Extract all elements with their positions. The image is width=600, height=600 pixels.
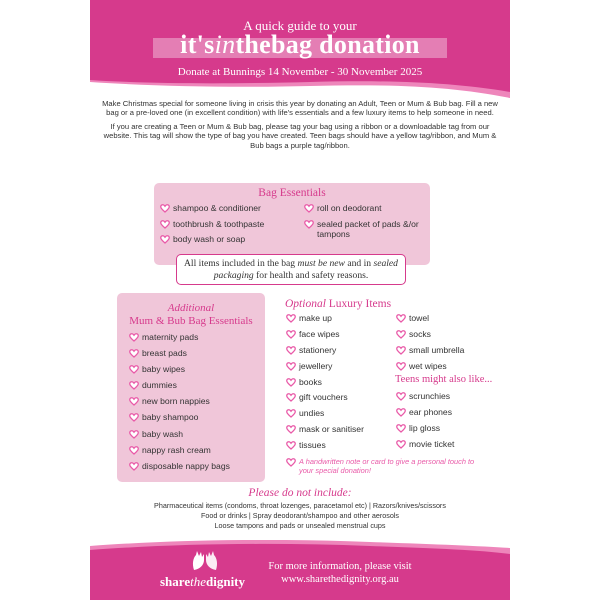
list-item: [129, 332, 263, 348]
list-item: [160, 219, 300, 235]
list-item: [396, 423, 496, 439]
list-item: [396, 329, 496, 345]
list-item-label: dummies: [142, 380, 177, 391]
list-item-label: sealed packet of pads &/or tampons: [317, 218, 419, 239]
list-item: [129, 396, 263, 412]
list-item-label: disposable nappy bags: [142, 460, 230, 471]
list-item-label: body wash or soap: [173, 234, 246, 245]
do-not-include-list: [90, 501, 510, 532]
heart-icon: [286, 330, 296, 339]
list-item-label: gift vouchers: [299, 392, 348, 403]
hands-icon: [190, 550, 220, 572]
list-item-label: shampoo & conditioner: [173, 203, 261, 213]
handwritten-note: [286, 457, 486, 475]
heart-icon: [160, 220, 170, 229]
list-item-label: wet wipes: [409, 360, 447, 371]
list-item-label: make up: [299, 313, 332, 323]
list-item: [286, 440, 396, 456]
list-item-label: jewellery: [299, 360, 333, 371]
list-item-label: socks: [409, 328, 431, 339]
list-item: [129, 380, 263, 396]
list-item: [129, 445, 263, 461]
list-item: [286, 424, 396, 440]
list-item-label: mask or sanitiser: [299, 424, 364, 435]
heart-icon: [129, 413, 139, 422]
list-item: [304, 203, 424, 219]
flyer-page: [90, 0, 510, 600]
heart-icon: [286, 314, 296, 323]
heart-icon: [304, 220, 314, 229]
list-item-label: roll on deodorant: [317, 203, 382, 213]
heart-icon: [129, 462, 139, 471]
list-item-label: maternity pads: [142, 332, 199, 342]
intro-paragraph: If you are creating a Teen or Mum & Bub bag, please tag your bag using a ribbon or a downloadable tag from our website. This tag will show the type of bag you have created. Teen bags should have a yellow tag/ribbon, and Mum & Bub bags a purple tag/ribbon.: [103, 121, 497, 150]
header-title: [153, 30, 447, 59]
heart-icon: [286, 362, 296, 371]
teens-list: [396, 391, 496, 455]
list-item-label: books: [299, 376, 322, 387]
heart-icon: [129, 430, 139, 439]
luxury-title: [285, 298, 445, 310]
list-item-label: breast pads: [142, 348, 187, 359]
list-item: [304, 218, 424, 239]
logo-dignity: dignity: [206, 574, 246, 589]
mum-bub-box: [117, 293, 265, 482]
luxury-left-list: [286, 313, 396, 456]
website-link[interactable]: www.sharethedignity.org.au: [281, 574, 399, 585]
list-item-label: baby wipes: [142, 364, 185, 375]
heart-icon: [129, 365, 139, 374]
list-item-label: undies: [299, 408, 325, 419]
heart-icon: [129, 446, 139, 455]
safety-notice: [176, 254, 406, 285]
list-item: [160, 203, 300, 219]
do-not-include-line: Loose tampons and pads or unsealed menstrual cups: [214, 521, 386, 531]
notice-text: for health and safety reasons.: [253, 270, 369, 281]
list-item: [396, 391, 496, 407]
list-item: [286, 392, 396, 408]
list-item-label: small umbrella: [409, 344, 465, 355]
footer-info: [240, 560, 440, 586]
do-not-include-line: Pharmaceutical items (condoms, throat lozenges, paracetamol etc) | Razors/knives/scissors: [154, 501, 446, 510]
do-not-include-title: Please do not include:: [248, 487, 352, 499]
list-item: [396, 313, 496, 329]
footer-info-line: For more information, please visit: [268, 561, 412, 572]
list-item: [396, 407, 496, 423]
list-item: [129, 412, 263, 428]
header-banner: [90, 0, 510, 100]
list-item: [396, 439, 496, 455]
donation-dates: Donate at Bunnings 14 November - 30 November 2025: [177, 66, 423, 78]
intro-paragraph: Make Christmas special for someone living in crisis this year by donating an Adult, Teen or Mum & Bub bag. Fill a new bag or a pre-loved one (in excellent condition) with life's essentials and a few luxury items to help someone in need.: [102, 99, 498, 118]
list-item: [129, 348, 263, 364]
list-item-label: tissues: [299, 440, 326, 451]
notice-emphasis: sealed packaging: [213, 258, 398, 281]
heart-icon: [304, 204, 314, 213]
mum-bub-title: [117, 302, 265, 328]
heart-icon: [396, 408, 406, 417]
list-item: [129, 429, 263, 445]
heart-icon: [396, 330, 406, 339]
mum-bub-title-line2: Mum & Bub Bag Essentials: [129, 315, 253, 327]
luxury-right-list: [396, 313, 496, 377]
luxury-title-rest: Luxury Items: [325, 298, 392, 310]
list-item-label: lip gloss: [409, 422, 441, 433]
heart-icon: [129, 349, 139, 358]
heart-icon: [396, 440, 406, 449]
list-item-label: new born nappies: [142, 396, 210, 407]
list-item: [396, 345, 496, 361]
title-in: in: [214, 30, 236, 59]
heart-icon: [396, 346, 406, 355]
note-text: A handwritten note or card to give a personal touch to your special donation!: [299, 457, 475, 475]
heart-icon: [286, 458, 296, 467]
notice-emphasis: must be new: [297, 258, 345, 269]
heart-icon: [396, 314, 406, 323]
notice-text: All items included in the bag: [184, 258, 298, 269]
list-item: [286, 329, 396, 345]
heart-icon: [396, 392, 406, 401]
title-thebag: thebag donation: [235, 30, 420, 59]
list-item: [286, 345, 396, 361]
heart-icon: [129, 381, 139, 390]
heart-icon: [286, 378, 296, 387]
heart-icon: [286, 441, 296, 450]
list-item-label: baby wash: [142, 428, 184, 439]
list-item: [160, 234, 300, 250]
list-item: [286, 408, 396, 424]
heart-icon: [129, 397, 139, 406]
list-item-label: movie ticket: [409, 438, 455, 449]
teens-title: Teens might also like...: [395, 374, 493, 385]
list-item-label: stationery: [299, 344, 337, 355]
heart-icon: [129, 333, 139, 342]
logo-share: share: [160, 574, 191, 589]
list-item-label: towel: [409, 313, 430, 323]
list-item-label: face wipes: [299, 328, 340, 339]
header-subtitle: A quick guide to your: [243, 18, 357, 33]
sharethedignity-logo: [160, 574, 245, 590]
intro-text: [100, 99, 500, 154]
title-its: it's: [180, 30, 215, 59]
bag-essentials-title: Bag Essentials: [258, 187, 326, 199]
list-item-label: ear phones: [409, 406, 453, 417]
list-item: [129, 461, 263, 477]
list-item: [286, 313, 396, 329]
luxury-title-emph: Optional: [285, 298, 326, 310]
list-item-label: baby shampoo: [142, 412, 199, 423]
mum-bub-list: [129, 332, 263, 477]
heart-icon: [160, 204, 170, 213]
heart-icon: [286, 393, 296, 402]
logo-the: the: [190, 574, 206, 589]
list-item-label: scrunchies: [409, 391, 451, 401]
notice-text: and in: [344, 258, 374, 269]
list-item-label: nappy rash cream: [142, 444, 211, 455]
list-item: [286, 361, 396, 377]
heart-icon: [286, 409, 296, 418]
do-not-include-line: Food or drinks | Spray deodorant/shampoo and other aerosols: [200, 511, 400, 521]
mum-bub-title-line1: Additional: [167, 302, 215, 314]
heart-icon: [286, 346, 296, 355]
heart-icon: [286, 425, 296, 434]
bag-essentials-right-list: [304, 203, 424, 239]
heart-icon: [396, 424, 406, 433]
heart-icon: [396, 362, 406, 371]
list-item: [286, 377, 396, 393]
bag-essentials-box: [154, 183, 430, 265]
heart-icon: [160, 235, 170, 244]
list-item-label: toothbrush & toothpaste: [173, 218, 265, 229]
bag-essentials-left-list: [160, 203, 300, 250]
list-item: [129, 364, 263, 380]
